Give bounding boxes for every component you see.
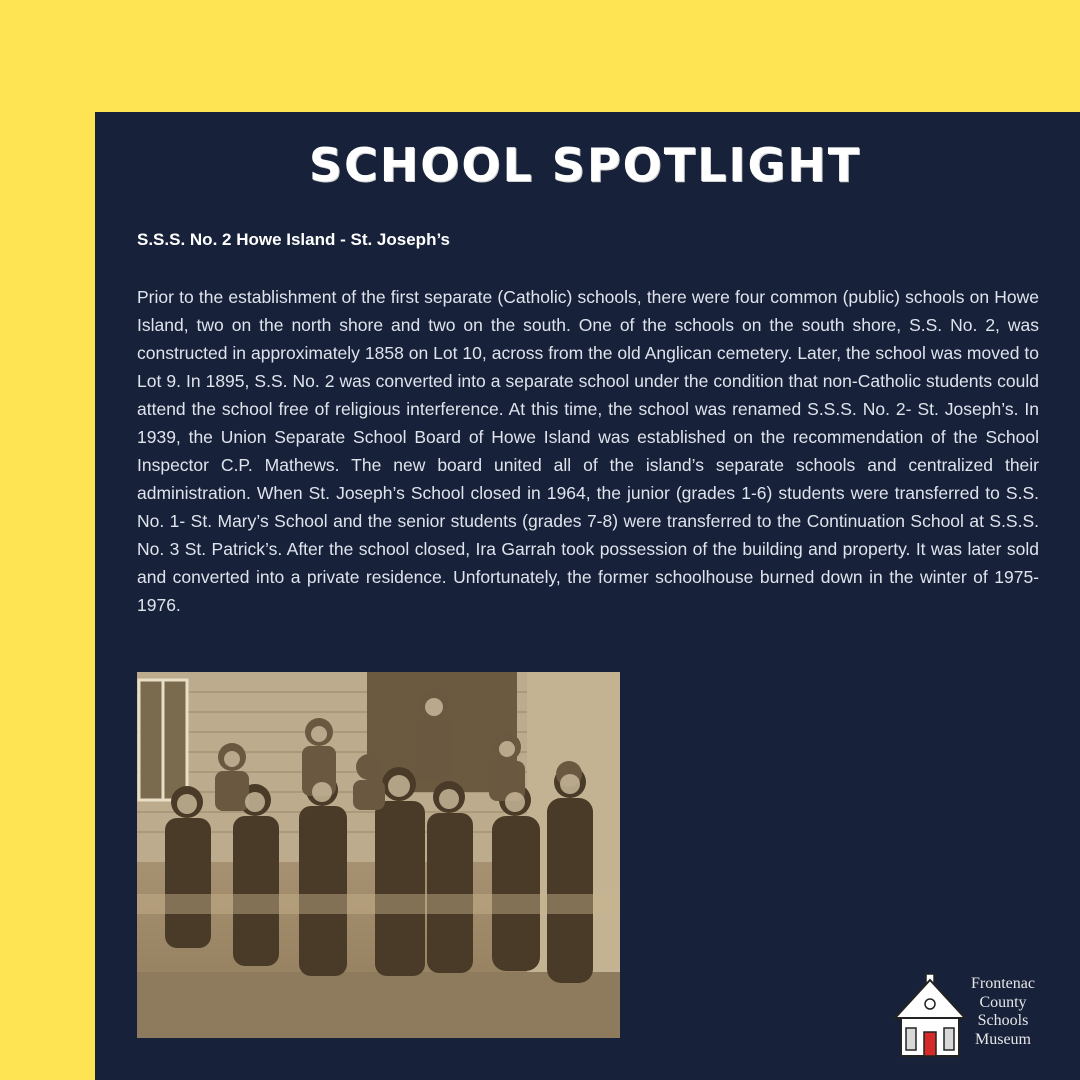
logo-line-3: Schools [977,1012,1029,1029]
class-photo [137,672,620,1038]
class-photo-illustration [137,672,620,1038]
schoolhouse-icon [895,974,965,1056]
page-title: SCHOOL SPOTLIGHT [308,138,862,192]
article-body: Prior to the establishment of the first separate (Catholic) schools, there were four common (public) schools on Howe Island, two on the north shore and two on the south. One of the schools on the south shore, S.S. No. 2, was constructed in approximately 1858 on Lot 10, across from the old Anglican cemetery. Later, the school was moved to Lot 9. In 1895, S.S. No. 2 was converted into a separate school under the condition that non-Catholic students could attend the school free of religious interference. At this time, the school was renamed S.S.S. No. 2- St. Joseph’s. In 1939, the Union Separate School Board of Howe Island was established on the recommendation of the School Inspector C.P. Mathews. The new board united all of the island’s separate schools and centralized their administration. When St. Joseph’s School closed in 1964, the junior (grades 1-6) students were transferred to S.S. No. 1- St. Mary’s School and the senior students (grades 7-8) were transferred to the Continuation School at S.S.S. No. 3 St. Patrick’s. After the school closed, Ira Garrah took possession of the building and property. It was later sold and converted into a private residence. Unfortunately, the former schoolhouse burned down in the winter of 1975-1976. [137,287,1039,615]
article-subtitle: S.S.S. No. 2 Howe Island - St. Joseph’s [137,230,450,249]
logo-line-2: County [979,993,1027,1011]
logo-line-1: Frontenac [971,975,1035,992]
museum-logo-text [958,975,1048,1049]
logo-line-4: Museum [975,1030,1031,1048]
